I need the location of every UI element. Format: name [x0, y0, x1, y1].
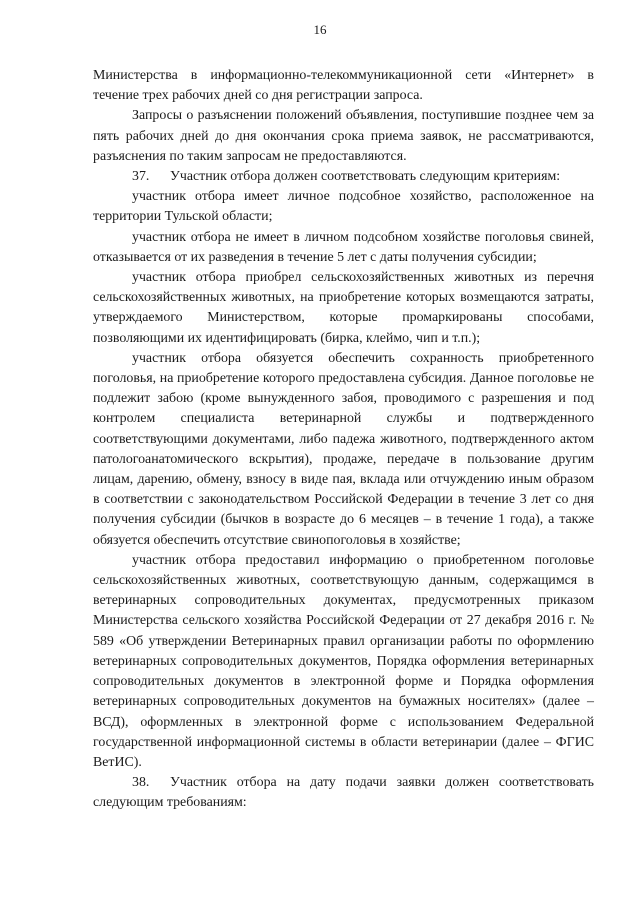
paragraph-text: Участник отбора должен соответствовать следующим критериям: [170, 169, 561, 185]
paragraph: участник отбора обязуется обеспечить сохранность приобретенного поголовья, на приобретение которого предоставлена субсидия. Данное поголовье не подлежит забою (кроме вынужденного забоя, проводимого с разрешения и под контролем специалиста ветеринарной службы и подтвержденного соответствующими документами, либо падежа животного, подтвержденного актом патологоанатомического вскрытия), продаже, передаче в пользование другим лицам, дарению, обмену, взносу в виде пая, вклада или отчуждению иным образом в соответствии с законодательством Российской Федерации в течение 3 лет со дня получения субсидии (бычков в возрасте до 6 месяцев – в течение 1 года), а также обязуется обеспечить отсутствие свинопоголовья в хозяйстве; [93, 350, 594, 548]
paragraph-number: 37. [132, 169, 150, 185]
paragraph: участник отбора предоставил информацию о приобретенном поголовье сельскохозяйственных животных, соответствующую данным, содержащимся в ветеринарных сопроводительных документах, предусмотренных приказом Министерства сельского хозяйства Российской Федерации от 27 декабря 2016 г. № 589 «Об утверждении Ветеринарных правил организации работы по оформлению ветеринарных сопроводительных документов, Порядка оформления ветеринарных сопроводительных документов в электронной форме и Порядка оформления ветеринарных сопроводительных документов на бумажных носителях» (далее – ВСД), оформленных в электронной форме с использованием Федеральной государственной информационной системы в области ветеринарии (далее – ФГИС ВетИС). [93, 552, 594, 770]
document-body [93, 66, 594, 814]
numbered-paragraph [93, 773, 594, 813]
paragraph: участник отбора не имеет в личном подсобном хозяйстве поголовья свиней, отказывается от их разведения в течение 5 лет с даты получения субсидии; [93, 229, 594, 265]
paragraph-text: Участник отбора на дату подачи заявки должен соответствовать следующим требованиям: [93, 775, 594, 811]
paragraph: Запросы о разъяснении положений объявления, поступившие позднее чем за пять рабочих дней до дня окончания срока приема заявок, не рассматриваются, разъяснения по таким запросам не предоставляются. [93, 108, 594, 164]
paragraph: участник отбора имеет личное подсобное хозяйство, расположенное на территории Тульской области; [93, 189, 594, 225]
paragraph: участник отбора приобрел сельскохозяйственных животных из перечня сельскохозяйственных животных, на приобретение которых возмещаются затраты, утверждаемого Министерством, которые промаркированы способами, позволяющими их идентифицировать (бирка, клеймо, чип и т.п.); [93, 270, 594, 346]
page-number: 16 [313, 22, 327, 37]
paragraph: Министерства в информационно-телекоммуникационной сети «Интернет» в течение трех рабочих дней со дня регистрации запроса. [93, 68, 594, 104]
numbered-paragraph [93, 167, 594, 187]
paragraph-number: 38. [132, 775, 150, 791]
